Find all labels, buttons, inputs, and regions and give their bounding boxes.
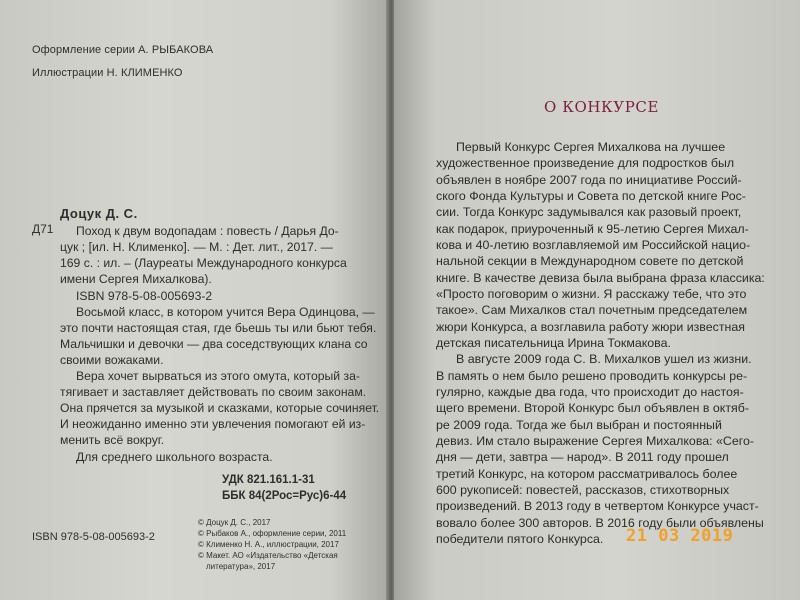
body-line: «Просто поговорим о жизни. Я расскажу тебе, что это	[436, 287, 747, 301]
body-line: девиз. Им стало выражение Сергея Михалкова: «Сего-	[436, 434, 755, 448]
annotation-line: тягивает и заставляет действовать по своим законам.	[60, 385, 367, 399]
bibliographic-line: имени Сергея Михалкова).	[60, 272, 212, 286]
body-line: сии. Тогда Конкурс задумывался как разовый проект,	[436, 205, 742, 219]
udk-code: УДК 821.161.1-31	[222, 474, 315, 486]
copyright-line: © Рыбаков А., оформление серии, 2011	[198, 529, 347, 538]
annotation-line: И неожиданно именно эти увлечения помогают ей из-	[60, 417, 366, 431]
body-line: нальной секции в Международном совете по детской	[436, 254, 744, 268]
body-line: В память о нем было решено проводить конкурсы ре-	[436, 369, 748, 383]
annotation-line: Она прячется за музыкой и сказками, которые сочиняет.	[60, 401, 380, 415]
body-line: кова и 40-летию возглавляемой им Российской нацио-	[436, 238, 751, 252]
body-line: ского Фонда Культуры и Совета по детской книге Рос-	[436, 189, 746, 203]
bibliographic-line: цук ; [ил. Н. Клименко]. — М. : Дет. лит., 2017. —	[60, 240, 333, 254]
body-line: жюри Конкурса, а возглавила работу жюри известная	[436, 320, 745, 334]
body-line: художественное произведение для подростков был	[436, 156, 735, 170]
annotation-line: Вера хочет вырваться из этого омута, который за-	[76, 369, 360, 383]
body-line: В августе 2009 года С. В. Михалков ушел из жизни.	[456, 352, 752, 366]
body-line: детская писательница Ирина Токмакова.	[436, 336, 671, 350]
body-line: Первый Конкурс Сергея Михалкова на лучшее	[456, 140, 726, 154]
bbk-code: ББК 84(2Рос=Рус)6-44	[222, 490, 347, 502]
body-line: гулярно, каждые два года, что происходит до настоя-	[436, 385, 744, 399]
copyright-line: © Доцук Д. С., 2017	[198, 518, 271, 527]
body-line: дня — дети, завтра — народ». В 2011 году прошел	[436, 450, 729, 464]
annotation-line: менить всё вокруг.	[60, 433, 165, 447]
copyright-line: литература», 2017	[206, 562, 276, 571]
bibliographic-line: 169 с. : ил. – (Лауреаты Международного конкурса	[60, 256, 347, 270]
section-heading: О КОНКУРСЕ	[544, 98, 660, 116]
body-line: щего времени. Второй Конкурс был объявлен в октяб-	[436, 401, 749, 415]
body-line: 600 рукописей: повестей, рассказов, стихотворных	[436, 483, 730, 497]
annotation-line: Мальчишки и девочки — два соседствующих клана со	[60, 337, 368, 351]
annotation-line: своими вожаками.	[60, 353, 164, 367]
body-line: третий Конкурс, на котором рассматривалось более	[436, 467, 738, 481]
annotation-line: Восьмой класс, в котором учится Вера Одинцова, —	[76, 305, 375, 319]
bibliographic-line: Поход к двум водопадам : повесть / Дарья До-	[76, 224, 339, 238]
body-line: произведений. В 2013 году в четвертом Конкурсе участ-	[436, 499, 759, 513]
body-line: ре 2009 года. Тогда же был выбран и постоянный	[436, 418, 722, 432]
right-page	[394, 0, 800, 600]
body-line: объявлен в ноябре 2007 года по инициативе Россий-	[436, 173, 742, 187]
body-line: вовало более 300 авторов. В 2016 году были объявлены	[436, 516, 764, 530]
left-page	[0, 0, 388, 600]
copyright-line: © Макет. АО «Издательство «Детская	[198, 551, 338, 560]
body-line: такое». Сам Михалков стал почетным председателем	[436, 303, 748, 317]
camera-date-stamp: 21 03 2019	[626, 526, 734, 546]
annotation-line: это почти настоящая стая, где бьешь ты или бьют тебя.	[60, 321, 377, 335]
audience-note: Для среднего школьного возраста.	[76, 450, 273, 464]
author-name: Доцук Д. С.	[60, 206, 138, 221]
isbn-inline: ISBN 978-5-08-005693-2	[76, 289, 213, 303]
series-design-credit: Оформление серии А. РЫБАКОВА	[32, 44, 214, 56]
body-line: как подарок, приуроченный к 95-летию Сергея Михал-	[436, 222, 749, 236]
body-line: книге. В качестве девиза была выбрана фраза классика:	[436, 271, 765, 285]
body-line: победители пятого Конкурса.	[436, 532, 604, 546]
isbn-bottom: ISBN 978-5-08-005693-2	[32, 531, 155, 543]
illustrations-credit: Иллюстрации Н. КЛИМЕНКО	[32, 67, 183, 79]
library-code: Д71	[32, 222, 54, 236]
copyright-line: © Клименко Н. А., иллюстрации, 2017	[198, 540, 339, 549]
